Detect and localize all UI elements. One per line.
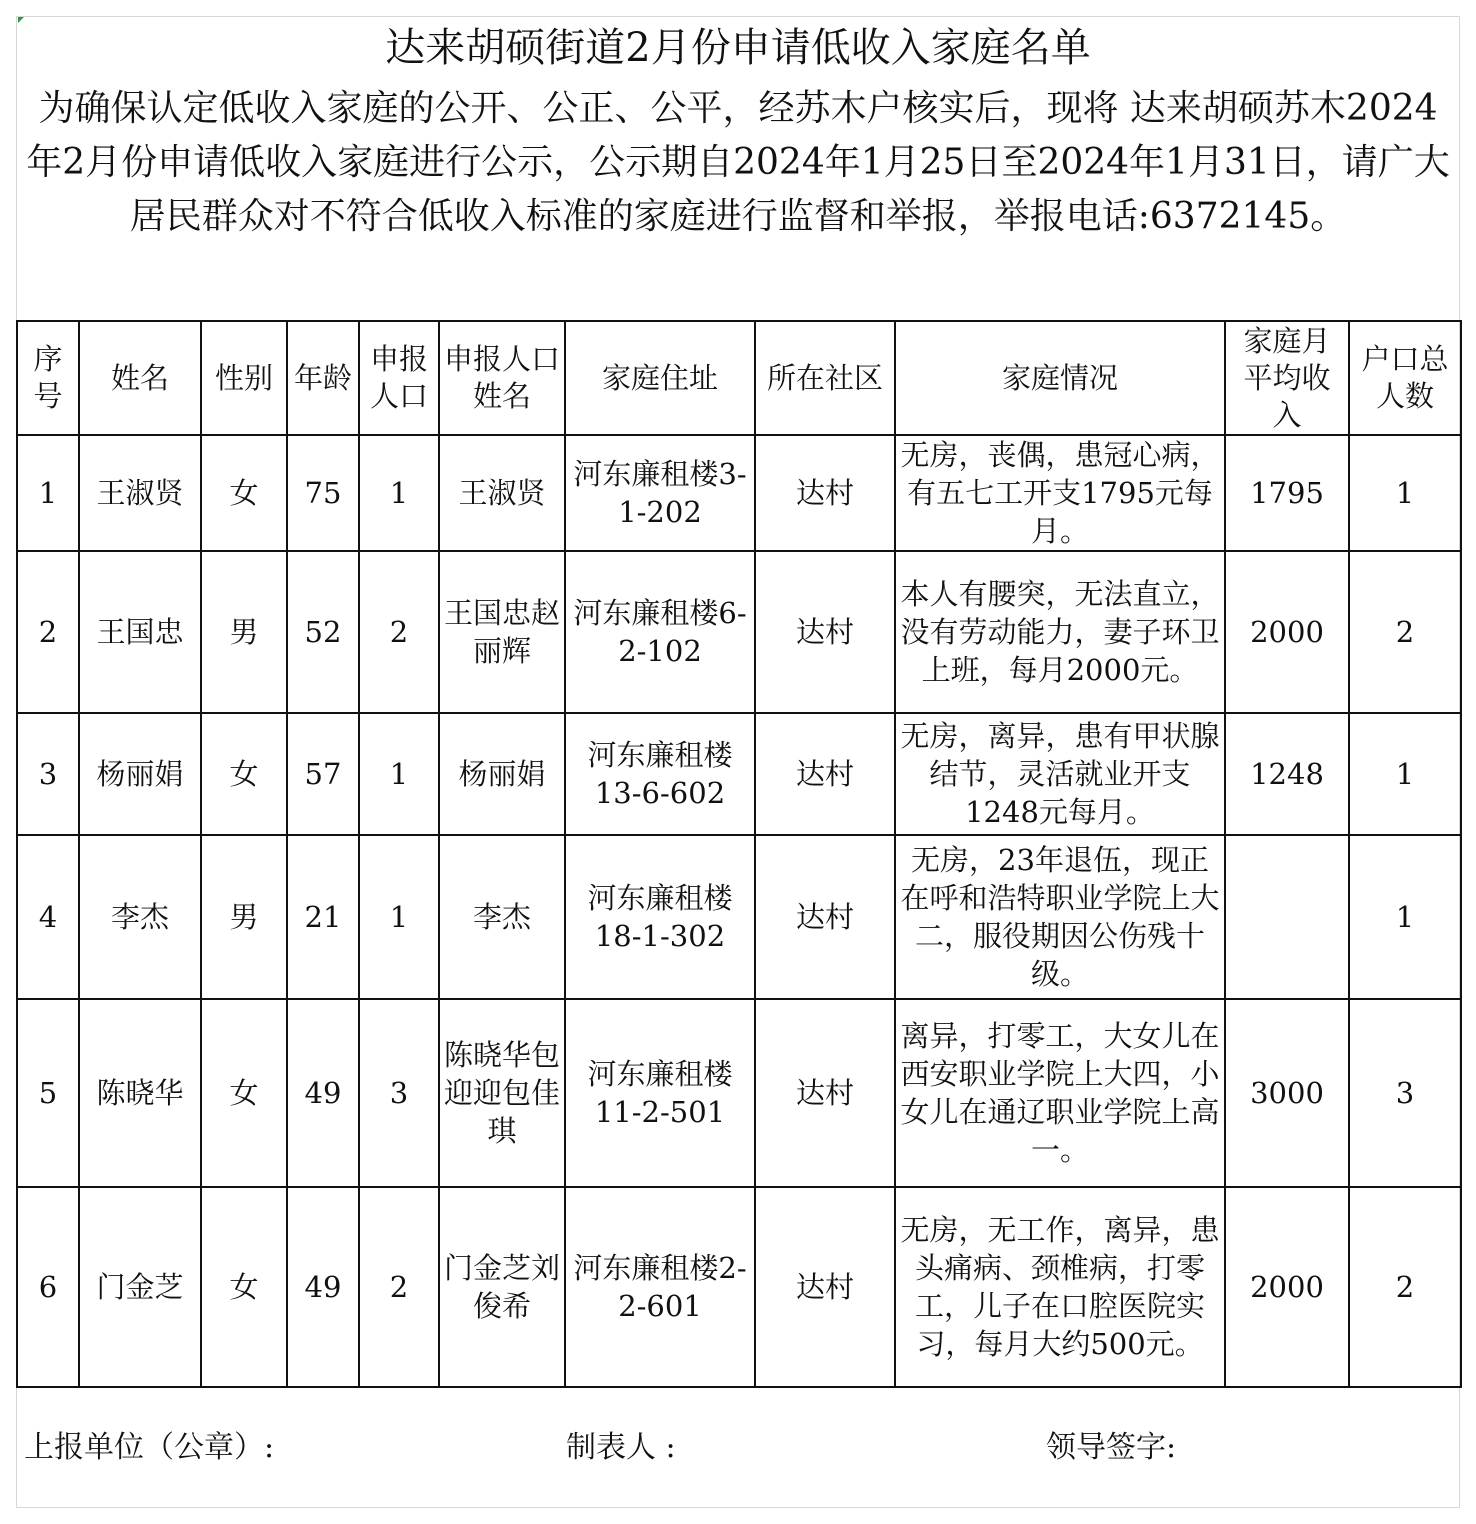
cell-members: 王淑贤 <box>439 435 565 551</box>
cell-name: 门金芝 <box>79 1187 201 1387</box>
cell-members: 门金芝刘俊希 <box>439 1187 565 1387</box>
cell-name: 陈晓华 <box>79 999 201 1187</box>
cell-members: 陈晓华包迎迎包佳琪 <box>439 999 565 1187</box>
cell-address: 河东廉租楼18-1-302 <box>565 835 755 999</box>
cell-gender: 男 <box>201 835 287 999</box>
cell-community: 达村 <box>755 1187 895 1387</box>
cell-no: 5 <box>17 999 79 1187</box>
cell-gender: 女 <box>201 1187 287 1387</box>
cell-members: 王国忠赵丽辉 <box>439 551 565 713</box>
cell-count: 1 <box>359 713 439 835</box>
cell-income: 1795 <box>1225 435 1349 551</box>
footer-report-unit: 上报单位（公章）: <box>24 1430 275 1465</box>
cell-count: 2 <box>359 1187 439 1387</box>
cell-income: 3000 <box>1225 999 1349 1187</box>
cell-gender: 女 <box>201 713 287 835</box>
cell-community: 达村 <box>755 999 895 1187</box>
cell-name: 李杰 <box>79 835 201 999</box>
footer-table-maker: 制表人 : <box>566 1430 676 1465</box>
cell-income: 2000 <box>1225 551 1349 713</box>
footer-leader-signature: 领导签字: <box>1046 1430 1177 1465</box>
cell-name: 王淑贤 <box>79 435 201 551</box>
cell-situation: 无房，离异，患有甲状腺结节，灵活就业开支1248元每月。 <box>895 713 1225 835</box>
table-row <box>17 435 1461 551</box>
cell-no: 3 <box>17 713 79 835</box>
header-cell: 申报人口 <box>359 321 439 435</box>
cell-community: 达村 <box>755 551 895 713</box>
table-row <box>17 835 1461 999</box>
cell-name: 杨丽娟 <box>79 713 201 835</box>
cell-count: 1 <box>359 835 439 999</box>
cell-income: 1248 <box>1225 713 1349 835</box>
cell-gender: 男 <box>201 551 287 713</box>
header-cell: 姓名 <box>79 321 201 435</box>
header-cell: 序号 <box>17 321 79 435</box>
cell-household: 3 <box>1349 999 1461 1187</box>
notice-text: 为确保认定低收入家庭的公开、公正、公平，经苏木户核实后，现将 达来胡硕苏木2024年2月份申请低收入家庭进行公示，公示期自2024年1月25日至2024年1月31日，请广大居民群众对不符合低收入标准的家庭进行监督和举报，举报电话:6372145。 <box>26 88 1450 237</box>
table-row <box>17 551 1461 713</box>
cell-no: 4 <box>17 835 79 999</box>
cell-income: 2000 <box>1225 1187 1349 1387</box>
cell-situation: 无房，23年退伍，现正在呼和浩特职业学院上大二，服役期因公伤残十级。 <box>895 835 1225 999</box>
cell-situation: 无房，丧偶，患冠心病，有五七工开支1795元每月。 <box>895 435 1225 551</box>
cell-no: 6 <box>17 1187 79 1387</box>
cell-income <box>1225 835 1349 999</box>
cell-age: 52 <box>287 551 359 713</box>
cell-name: 王国忠 <box>79 551 201 713</box>
cell-household: 1 <box>1349 435 1461 551</box>
cell-gender: 女 <box>201 435 287 551</box>
header-cell: 所在社区 <box>755 321 895 435</box>
cell-no: 1 <box>17 435 79 551</box>
cell-count: 2 <box>359 551 439 713</box>
cell-address: 河东廉租楼6-2-102 <box>565 551 755 713</box>
table-row <box>17 1187 1461 1387</box>
cell-age: 21 <box>287 835 359 999</box>
cell-address: 河东廉租楼13-6-602 <box>565 713 755 835</box>
cell-household: 1 <box>1349 835 1461 999</box>
header-cell: 家庭情况 <box>895 321 1225 435</box>
cell-members: 李杰 <box>439 835 565 999</box>
header-cell: 家庭月平均收入 <box>1225 321 1349 435</box>
cell-age: 57 <box>287 713 359 835</box>
table-row <box>17 999 1461 1187</box>
cell-situation: 本人有腰突，无法直立，没有劳动能力，妻子环卫上班，每月2000元。 <box>895 551 1225 713</box>
header-cell: 性别 <box>201 321 287 435</box>
header-cell: 申报人口姓名 <box>439 321 565 435</box>
cell-age: 49 <box>287 1187 359 1387</box>
cell-age: 75 <box>287 435 359 551</box>
cell-household: 2 <box>1349 1187 1461 1387</box>
header-cell: 年龄 <box>287 321 359 435</box>
cell-situation: 无房，无工作，离异，患头痛病、颈椎病，打零工，儿子在口腔医院实习，每月大约500元。 <box>895 1187 1225 1387</box>
cell-age: 49 <box>287 999 359 1187</box>
cell-no: 2 <box>17 551 79 713</box>
cell-situation: 离异，打零工，大女儿在西安职业学院上大四，小女儿在通辽职业学院上高一。 <box>895 999 1225 1187</box>
table-row <box>17 713 1461 835</box>
cell-community: 达村 <box>755 835 895 999</box>
header-row <box>17 321 1461 435</box>
cell-count: 1 <box>359 435 439 551</box>
cell-count: 3 <box>359 999 439 1187</box>
cell-members: 杨丽娟 <box>439 713 565 835</box>
header-cell: 家庭住址 <box>565 321 755 435</box>
applicant-table <box>16 320 1462 1388</box>
cell-community: 达村 <box>755 713 895 835</box>
header-cell: 户口总人数 <box>1349 321 1461 435</box>
page-title: 达来胡硕街道2月份申请低收入家庭名单 <box>385 25 1091 71</box>
cell-gender: 女 <box>201 999 287 1187</box>
cell-household: 1 <box>1349 713 1461 835</box>
cell-address: 河东廉租楼2-2-601 <box>565 1187 755 1387</box>
cell-address: 河东廉租楼11-2-501 <box>565 999 755 1187</box>
cell-address: 河东廉租楼3-1-202 <box>565 435 755 551</box>
cell-household: 2 <box>1349 551 1461 713</box>
cell-community: 达村 <box>755 435 895 551</box>
